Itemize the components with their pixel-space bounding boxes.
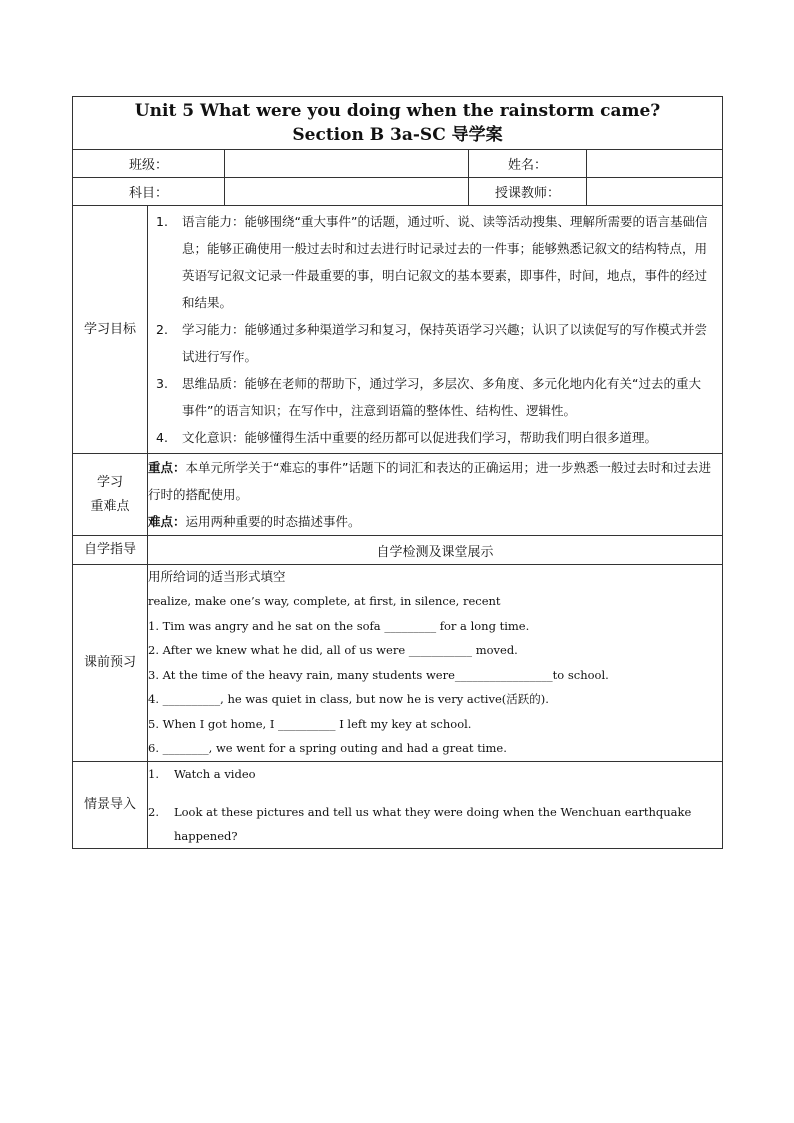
goal-text: 文化意识：能够懂得生活中重要的经历都可以促进我们学习，帮助我们明白很多道理。 [182,430,658,445]
document-title [73,97,723,150]
intro-content [148,761,723,848]
name-label: 姓名： [469,150,587,178]
subject-label: 科目： [73,178,225,206]
key-point [148,454,722,508]
word-bank: realize, make one’s way, complete, at first, in silence, recent [148,594,501,608]
preview-instruction: 用所给词的适当形式填空 [148,569,286,584]
goal-item [156,370,712,424]
goal-item [156,316,712,370]
goals-list [148,206,722,453]
preview-label: 课前预习 [73,565,148,762]
class-label: 班级： [73,150,225,178]
difficult-point-text: 运用两种重要的时态描述事件。 [185,514,361,529]
title-line-1: Unit 5 What were you doing when the rainstorm came? [134,101,661,121]
goal-text: 语言能力：能够围绕“重大事件”的话题，通过听、说、读等活动搜集、理解所需要的语言基础信息；能够正确使用一般过去时和过去进行时记录过去的一件事；能够熟悉记叙文的结构特点，用英语写记叙文记录一件最重要的事，明白记叙文的基本要素，即事件，时间，地点，事件的经过和结果。 [182,214,708,310]
exercise-line: 2. After we knew what he did, all of us were ___________ moved. [148,643,518,657]
difficult-point-label: 难点： [148,514,186,529]
goal-number: 4. [156,430,168,445]
focus-label [73,454,148,536]
goal-item [156,208,712,316]
intro-text: Watch a video [174,766,256,781]
goal-number: 1. [156,214,168,229]
focus-content [148,454,723,536]
intro-item [148,762,722,786]
exercise-line: 4. __________, he was quiet in class, but now he is very active(活跃的). [148,692,549,706]
intro-number: 1. [148,766,159,781]
key-point-text: 本单元所学关于“难忘的事件”话题下的词汇和表达的正确运用；进一步熟悉一般过去时和过去进行时的搭配使用。 [148,460,711,502]
exercise-line: 3. At the time of the heavy rain, many students were_________________to school. [148,667,609,682]
goals-label: 学习目标 [73,206,148,454]
teacher-field[interactable] [587,178,723,206]
goals-content [148,206,723,454]
goal-number: 2. [156,322,168,337]
guide-label: 自学指导 [73,536,148,565]
study-guide-table [72,96,723,849]
exercise-line: 5. When I got home, I __________ I left my key at school. [148,716,472,731]
subject-field[interactable] [225,178,469,206]
name-field[interactable] [587,150,723,178]
key-point-label: 重点： [148,460,186,475]
exercise-line: 6. ________, we went for a spring outing and had a great time. [148,741,507,755]
goal-item [156,424,712,451]
intro-item [148,800,722,848]
preview-content [148,565,723,762]
intro-label: 情景导入 [73,761,148,848]
title-line-2: Section B 3a-SC 导学案 [292,125,503,145]
intro-number: 2. [148,804,159,819]
exercise-line: 1. Tim was angry and he sat on the sofa _________ for a long time. [148,618,530,633]
intro-text: Look at these pictures and tell us what they were doing when the Wenchuan earthquake happened? [174,804,692,843]
guide-heading: 自学检测及课堂展示 [148,536,723,565]
goal-text: 学习能力：能够通过多种渠道学习和复习，保持英语学习兴趣；认识了以读促写的写作模式并尝试进行写作。 [182,322,708,364]
focus-label-line-2: 重难点 [90,498,130,514]
goal-text: 思维品质：能够在老师的帮助下，通过学习，多层次、多角度、多元化地内化有关“过去的重大事件”的语言知识；在写作中，注意到语篇的整体性、结构性、逻辑性。 [182,376,701,418]
goal-number: 3. [156,376,168,391]
difficult-point [148,508,722,535]
teacher-label: 授课教师： [469,178,587,206]
class-field[interactable] [225,150,469,178]
focus-label-line-1: 学习 [96,474,123,490]
